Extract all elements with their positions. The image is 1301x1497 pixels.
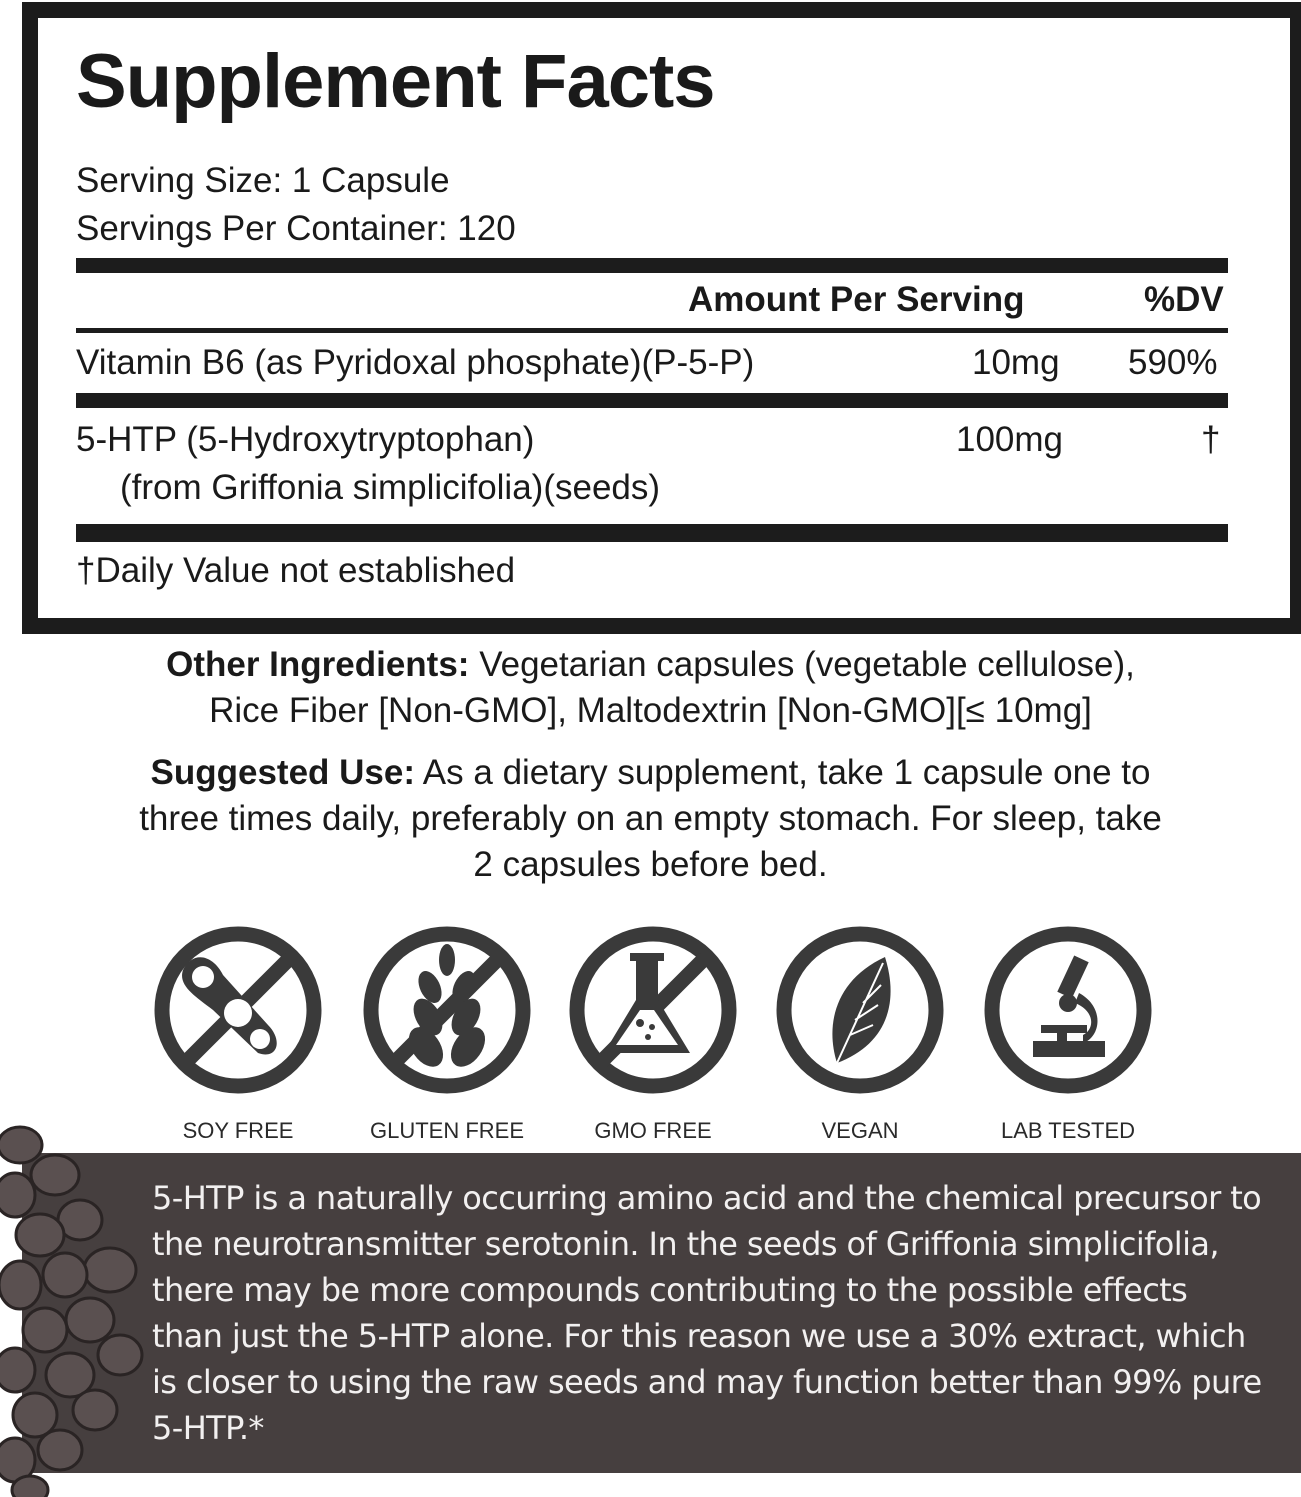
supplement-facts-panel: [22, 2, 1301, 634]
nutrient-amount: 10mg: [972, 343, 1060, 382]
facts-title: Supplement Facts: [76, 39, 715, 124]
footnote: †Daily Value not established: [76, 551, 516, 590]
other-ingredients-text: Rice Fiber [Non-GMO], Maltodextrin [Non-GMO][≤ 10mg]: [209, 691, 1092, 730]
nutrient-source: (from Griffonia simplicifolia)(seeds): [120, 468, 661, 507]
griffonia-seeds-image: [0, 1125, 150, 1497]
other-ingredients-text: Vegetarian capsules (vegetable cellulose),: [469, 645, 1135, 684]
suggested-use-text: three times daily, preferably on an empty stomach. For sleep, take: [139, 799, 1162, 838]
leaf-icon: [775, 925, 945, 1095]
badge-gmo-free: [568, 925, 738, 1144]
wheat-icon: [362, 925, 532, 1095]
divider-thin: [76, 328, 1228, 333]
microscope-icon: [983, 925, 1153, 1095]
badge-gluten-free: [362, 925, 532, 1144]
badge-vegan: [775, 925, 945, 1144]
suggested-use-text: As a dietary supplement, take 1 capsule one to: [415, 753, 1151, 792]
badge-label: SOY FREE: [182, 1118, 294, 1143]
badge-label: VEGAN: [821, 1118, 899, 1143]
amount-per-serving-header: Amount Per Serving: [688, 280, 1025, 319]
suggested-use: [0, 750, 1301, 888]
badge-label: GMO FREE: [594, 1118, 712, 1143]
badge-lab-tested: [983, 925, 1153, 1144]
divider-thick: [76, 258, 1228, 273]
servings-per-container: Servings Per Container: 120: [76, 209, 516, 248]
soy-bean-icon: [153, 925, 323, 1095]
suggested-use-text: 2 capsules before bed.: [473, 845, 828, 884]
nutrient-amount: 100mg: [956, 420, 1064, 459]
badge-label: LAB TESTED: [1000, 1118, 1136, 1143]
info-text: 5-HTP is a naturally occurring amino acid and the chemical precursor to the neurotransmitter serotonin. In the seeds of Griffonia simplicifolia, there may be more compounds contributing to the possible effects than just the 5-HTP alone. For this reason we use a 30% extract, which is closer to using the raw seeds and may function better than 99% pure 5-HTP.*: [152, 1179, 1262, 1447]
dv-header: %DV: [1144, 280, 1224, 319]
divider-thick: [76, 393, 1228, 408]
nutrient-name: Vitamin B6 (as Pyridoxal phosphate)(P-5-P): [76, 343, 755, 382]
serving-size: Serving Size: 1 Capsule: [76, 161, 450, 200]
badge-soy-free: [153, 925, 323, 1144]
nutrient-dv: †: [1201, 420, 1221, 459]
nutrient-name: 5-HTP (5-Hydroxytryptophan): [76, 420, 535, 459]
nutrient-dv: 590%: [1128, 343, 1218, 382]
other-ingredients-label: Other Ingredients:: [166, 645, 470, 684]
divider-thick: [76, 524, 1228, 542]
suggested-use-label: Suggested Use:: [150, 753, 416, 792]
flask-icon: [568, 925, 738, 1095]
other-ingredients: [0, 642, 1301, 734]
badge-label: GLUTEN FREE: [369, 1118, 525, 1143]
